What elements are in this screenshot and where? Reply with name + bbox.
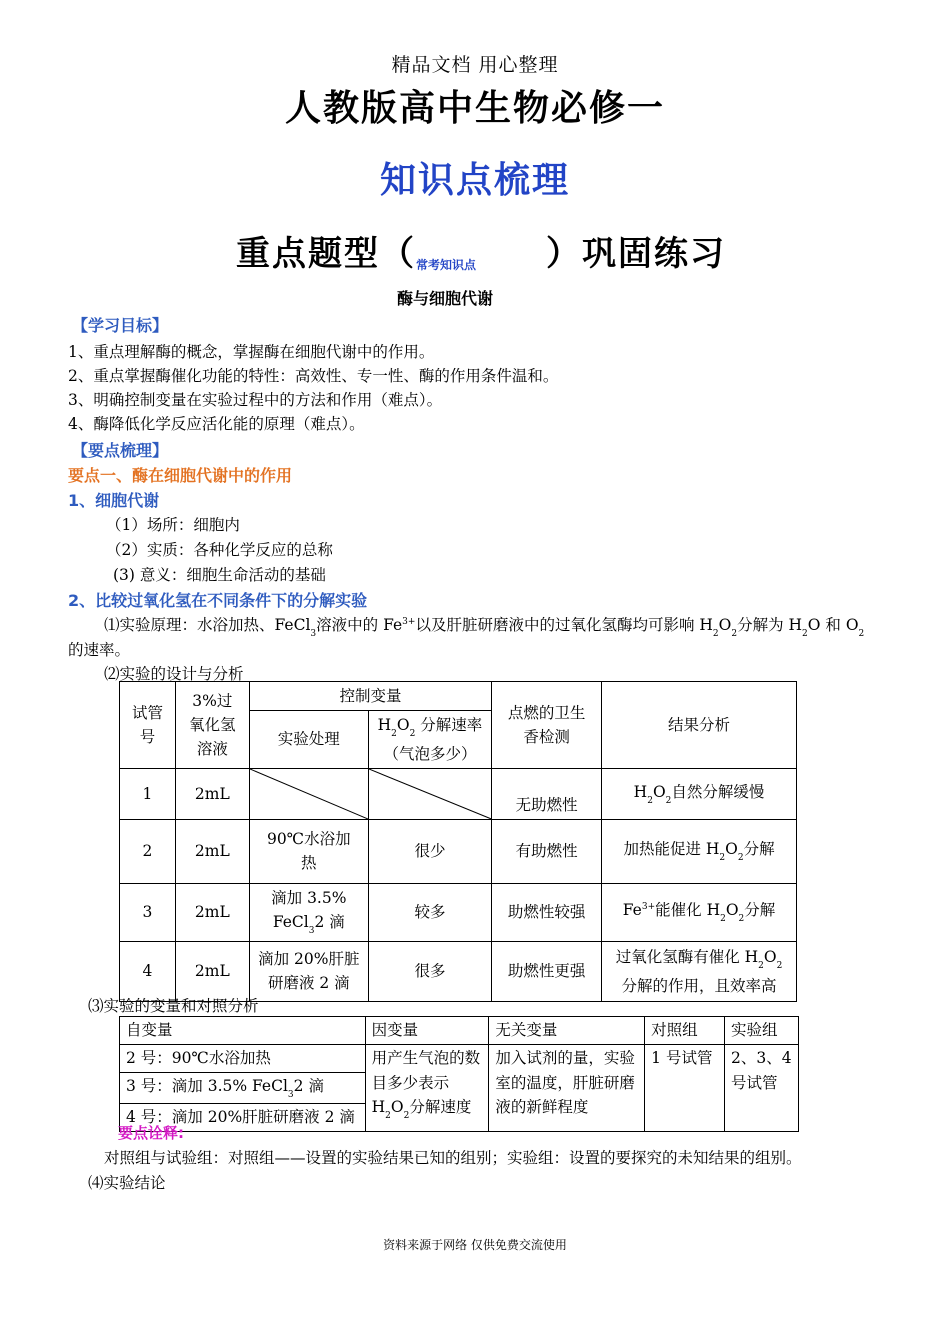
main-title: 人教版高中生物必修一 [284,87,665,129]
principle-line-2: 的速率。 [68,641,131,659]
th-control: 对照组 [645,1017,725,1045]
principle-line: ⑴实验原理：水浴加热、FeCl$_3$溶液中的 $Fe^{3+}$以及肝脏研磨液中的过氧化氢酶均可影响 $H_2O_2$分解为 $H_2O$ 和 $O_2$ [104,616,865,639]
experimental-cell: 2、3、4 号试管 [725,1044,799,1131]
sub-title: 知识点梳理 [379,159,570,201]
design-heading: ⑵实验的设计与分析 [104,665,244,683]
header-note: 精品文档 用心整理 [391,54,559,76]
footer-note: 资料来源于网络 仅供免费交流使用 [383,1238,567,1252]
goal-3: 3、明确控制变量在实验过程中的方法和作用（难点）。 [68,391,443,409]
th-independent: 自变量 [120,1017,366,1045]
sub1-item-1: （1）场所：细胞内 [106,516,240,534]
subject-title: 酶与细胞代谢 [396,289,493,308]
goal-4: 4、酶降低化学反应活化能的原理（难点）。 [68,415,365,433]
th-tube: 试管号 [120,682,176,769]
explain-heading: 要点诠释: [118,1124,184,1142]
goal-2: 2、重点掌握酶催化功能的特性：高效性、专一性、酶的作用条件温和。 [68,367,559,385]
goal-1: 1、重点理解酶的概念，掌握酶在细胞代谢中的作用。 [68,343,435,361]
th-experimental: 实验组 [725,1017,799,1045]
experiment-table [119,681,797,1002]
variables-table [119,1016,799,1132]
practice-title-right: ）巩固练习 [546,234,726,274]
table-row: 1 2mL 无助燃性 $H_2O_2$自然分解缓慢 [120,768,797,819]
diagonal-cell [249,768,368,819]
practice-title-small: 常考知识点 [416,258,477,272]
sub1-item-2: （2）实质：各种化学反应的总称 [106,541,333,559]
explain-text: 对照组与试验组：对照组——设置的实验结果已知的组别；实验组：设置的要探究的未知结果的组别。 [104,1149,802,1167]
goals-heading: 【学习目标】 [72,316,169,335]
point1-heading: 要点一、酶在细胞代谢中的作用 [68,466,293,485]
indep-row-2: 2 号：90℃水浴加热 [120,1044,366,1072]
conclusion-heading: ⑷实验结论 [88,1174,166,1192]
control-cell: 1 号试管 [645,1044,725,1131]
sub1-item-3: (3) 意义：细胞生命活动的基础 [113,566,326,584]
th-control-variable: 控制变量 [249,682,491,711]
th-h2o2: 3%过氧化氢溶液 [175,682,249,769]
th-irrelevant: 无关变量 [489,1017,645,1045]
variables-heading: ⑶实验的变量和对照分析 [88,997,259,1015]
table-row: 2 2mL 90℃水浴加热 很少 有助燃性 加热能促进 $H_2O_2$分解 [120,819,797,883]
table-row: 4 2mL 滴加 20%肝脏研磨液 2 滴 很多 助燃性更强 过氧化氢酶有催化 $H_2O_2$ 分解的作用，且效率高 [120,941,797,1001]
sub2-heading: 2、比较过氧化氢在不同条件下的分解实验 [68,591,368,610]
th-result: 结果分析 [602,682,797,769]
th-treatment: 实验处理 [249,711,368,769]
irrelevant-cell: 加入试剂的量，实验室的温度，肝脏研磨液的新鲜程度 [489,1044,645,1131]
points-heading: 【要点梳理】 [72,441,169,460]
dependent-cell: 用产生气泡的数目多少表示 $H_2O_2$分解速度 [365,1044,489,1131]
indep-row-3: 3 号：滴加 3.5% FeCl$_3$2 滴 [120,1072,366,1103]
practice-title [236,226,726,275]
indep-row-4: 4 号：滴加 20%肝脏研磨液 2 滴 [120,1103,366,1131]
table-row: 3 2mL 滴加 3.5% FeCl$_3$2 滴 较多 助燃性较强 $Fe^{3+}$能催化 $H_2O_2$分解 [120,883,797,941]
diagonal-cell [368,768,491,819]
sub1-heading: 1、细胞代谢 [68,491,160,510]
th-rate: $H_2O_2$ 分解速率 （气泡多少） [368,711,491,769]
th-incense: 点燃的卫生香检测 [492,682,602,769]
practice-title-left: 重点题型（ [236,234,416,274]
th-dependent: 因变量 [365,1017,489,1045]
